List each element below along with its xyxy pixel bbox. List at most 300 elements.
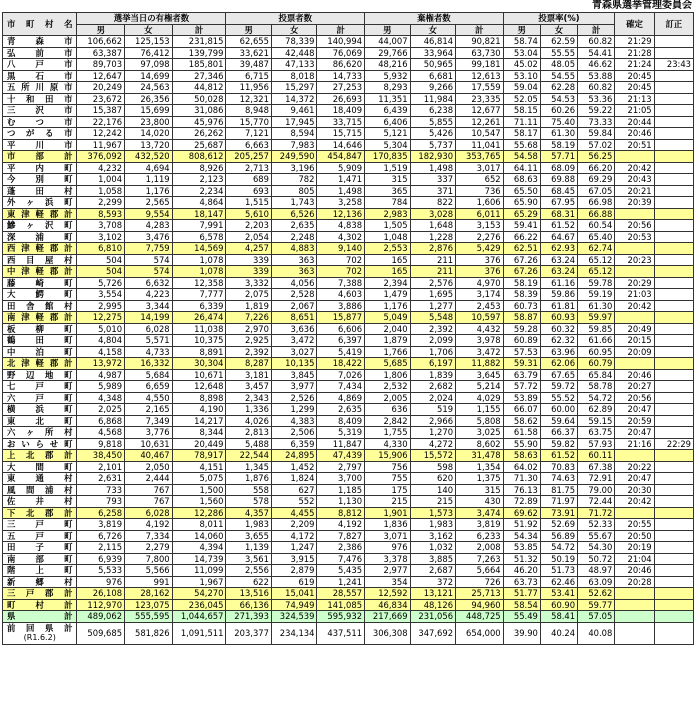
cell-t-male: 7,226 [226, 312, 272, 324]
prev-cell-v-total: 1,091,511 [172, 622, 226, 644]
cell-t-female: 1,299 [271, 404, 317, 416]
cell-r-male: 76.13 [503, 484, 540, 496]
cell-t-female: 17,945 [271, 116, 317, 128]
cell-t-male: 6,715 [226, 70, 272, 82]
cell-t-male: 689 [226, 174, 272, 186]
cell-v-male: 13,972 [77, 358, 125, 370]
cell-correction-time [654, 358, 693, 370]
cell-a-female: 1,228 [410, 231, 456, 243]
cell-v-total: 2,123 [172, 174, 226, 186]
cell-fixed-time [615, 208, 654, 220]
municipality-name: 三沢市 [3, 105, 77, 117]
cell-v-total: 7,991 [172, 220, 226, 232]
cell-a-total: 90,821 [456, 36, 504, 48]
cell-fixed-time: 20:42 [615, 162, 654, 174]
cell-a-total: 315 [456, 484, 504, 496]
municipality-name: 板柳町 [3, 323, 77, 335]
cell-a-female: 1,695 [410, 289, 456, 301]
cell-correction-time [654, 542, 693, 554]
cell-correction-time [654, 139, 693, 151]
cell-t-total: 702 [317, 254, 365, 266]
cell-v-female: 2,444 [125, 473, 173, 485]
cell-r-female: 57.71 [540, 151, 577, 163]
cell-a-female: 211 [410, 266, 456, 278]
header-turnout: 投票率(%) [503, 13, 615, 25]
cell-v-male: 12,275 [77, 312, 125, 324]
cell-v-male: 4,568 [77, 427, 125, 439]
cell-v-total: 14,569 [172, 243, 226, 255]
cell-r-female: 48.05 [540, 59, 577, 71]
cell-correction-time [654, 243, 693, 255]
cell-t-total: 28,557 [317, 588, 365, 600]
subtotal-row [3, 243, 694, 255]
cell-t-male: 3,655 [226, 530, 272, 542]
cell-v-male: 3,708 [77, 220, 125, 232]
cell-t-male: 12,321 [226, 93, 272, 105]
cell-a-total: 726 [456, 576, 504, 588]
municipality-name: 中泊町 [3, 346, 77, 358]
cell-a-male: 755 [365, 473, 411, 485]
municipality-name: おいらせ町 [3, 438, 77, 450]
cell-a-male: 756 [365, 461, 411, 473]
cell-a-female: 46,814 [410, 36, 456, 48]
cell-t-female: 4,455 [271, 507, 317, 519]
cell-v-male: 6,868 [77, 415, 125, 427]
cell-v-female: 3,476 [125, 231, 173, 243]
cell-r-male: 72.89 [503, 496, 540, 508]
cell-a-female: 5,426 [410, 128, 456, 140]
cell-t-female: 14,372 [271, 93, 317, 105]
cell-r-male: 51.32 [503, 553, 540, 565]
cell-t-female: 4,172 [271, 530, 317, 542]
municipality-name: 外ヶ浜町 [3, 197, 77, 209]
cell-r-total: 61.66 [578, 335, 615, 347]
cell-a-female: 2,392 [410, 323, 456, 335]
cell-r-female: 62.93 [540, 243, 577, 255]
cell-a-total: 4,970 [456, 277, 504, 289]
cell-r-female: 69.88 [540, 174, 577, 186]
cell-a-female: 4,272 [410, 438, 456, 450]
cell-t-total: 4,603 [317, 289, 365, 301]
cell-correction-time [654, 530, 693, 542]
cell-v-female: 24,563 [125, 82, 173, 94]
cell-correction-time [654, 266, 693, 278]
cell-a-female: 2,576 [410, 277, 456, 289]
cell-fixed-time: 20:19 [615, 542, 654, 554]
cell-r-total: 72.44 [578, 496, 615, 508]
cell-v-female: 4,192 [125, 519, 173, 531]
cell-v-total: 4,151 [172, 461, 226, 473]
cell-t-male: 1,515 [226, 197, 272, 209]
cell-r-total: 54.30 [578, 542, 615, 554]
cell-a-female: 50,965 [410, 59, 456, 71]
cell-a-male: 1,479 [365, 289, 411, 301]
cell-r-male: 58.63 [503, 450, 540, 462]
cell-t-total: 26,693 [317, 93, 365, 105]
cell-a-female: 371 [410, 185, 456, 197]
cell-t-total: 14,733 [317, 70, 365, 82]
cell-fixed-time: 20:46 [615, 565, 654, 577]
cell-correction-time [654, 588, 693, 600]
cell-v-female: 5,684 [125, 369, 173, 381]
municipality-name: 十和田市 [3, 93, 77, 105]
cell-r-male: 58.62 [503, 415, 540, 427]
cell-a-male: 1,766 [365, 346, 411, 358]
cell-a-male: 6,406 [365, 116, 411, 128]
cell-a-female: 33,964 [410, 47, 456, 59]
cell-a-male: 29,766 [365, 47, 411, 59]
cell-t-male: 339 [226, 266, 272, 278]
cell-a-total: 12,261 [456, 116, 504, 128]
cell-a-total: 12,677 [456, 105, 504, 117]
cell-a-male: 2,394 [365, 277, 411, 289]
cell-v-total: 10,375 [172, 335, 226, 347]
cell-r-male: 71.30 [503, 473, 540, 485]
cell-t-total: 7,827 [317, 530, 365, 542]
cell-correction-time [654, 174, 693, 186]
cell-v-total: 50,028 [172, 93, 226, 105]
cell-v-female: 574 [125, 266, 173, 278]
table-row [3, 197, 694, 209]
subtotal-row [3, 358, 694, 370]
cell-r-total: 52.62 [578, 588, 615, 600]
cell-a-male: 2,553 [365, 243, 411, 255]
cell-r-female: 81.75 [540, 484, 577, 496]
cell-t-total: 702 [317, 266, 365, 278]
cell-r-total: 72.91 [578, 473, 615, 485]
cell-r-female: 59.86 [540, 289, 577, 301]
cell-r-total: 48.97 [578, 565, 615, 577]
cell-t-total: 2,635 [317, 404, 365, 416]
cell-t-total: 4,192 [317, 519, 365, 531]
cell-r-total: 60.54 [578, 220, 615, 232]
cell-a-total: 63,730 [456, 47, 504, 59]
cell-fixed-time [615, 266, 654, 278]
cell-v-female: 4,223 [125, 289, 173, 301]
cell-r-male: 53.85 [503, 542, 540, 554]
cell-v-total: 4,394 [172, 542, 226, 554]
cell-t-total: 5,319 [317, 427, 365, 439]
cell-t-female: 8,651 [271, 312, 317, 324]
cell-a-male: 11,351 [365, 93, 411, 105]
cell-a-total: 2,453 [456, 300, 504, 312]
cell-r-total: 59.77 [578, 599, 615, 611]
cell-fixed-time: 20:47 [615, 473, 654, 485]
prev-cell-r-total: 40.08 [578, 622, 615, 644]
cell-fixed-time: 21:24 [615, 59, 654, 71]
cell-a-male: 1,519 [365, 162, 411, 174]
cell-a-female: 211 [410, 254, 456, 266]
cell-t-male: 4,026 [226, 415, 272, 427]
cell-a-male: 217,669 [365, 611, 411, 623]
cell-r-total: 59.85 [578, 323, 615, 335]
cell-a-female: 1,983 [410, 519, 456, 531]
cell-v-male: 504 [77, 254, 125, 266]
cell-r-total: 60.95 [578, 346, 615, 358]
cell-v-total: 31,086 [172, 105, 226, 117]
cell-r-female: 61.52 [540, 450, 577, 462]
table-row [3, 392, 694, 404]
cell-t-male: 271,393 [226, 611, 272, 623]
cell-a-total: 448,725 [456, 611, 504, 623]
municipality-name: 五戸町 [3, 530, 77, 542]
cell-r-male: 65.29 [503, 208, 540, 220]
cell-v-female: 5,571 [125, 335, 173, 347]
cell-r-total: 56.25 [578, 151, 615, 163]
cell-correction-time [654, 346, 693, 358]
cell-r-female: 59.64 [540, 415, 577, 427]
municipality-name: 鰺ヶ沢町 [3, 220, 77, 232]
cell-v-total: 30,304 [172, 358, 226, 370]
cell-r-female: 55.52 [540, 392, 577, 404]
cell-a-male: 175 [365, 484, 411, 496]
municipality-name: 野辺地町 [3, 369, 77, 381]
prev-cell-a-female: 347,692 [410, 622, 456, 644]
cell-fixed-time: 20:50 [615, 530, 654, 542]
cell-r-female: 54.53 [540, 93, 577, 105]
cell-t-total: 18,422 [317, 358, 365, 370]
cell-a-male: 44,007 [365, 36, 411, 48]
cell-r-male: 52.05 [503, 93, 540, 105]
cell-v-male: 38,450 [77, 450, 125, 462]
cell-v-total: 6,339 [172, 300, 226, 312]
prev-cell-r-female: 40.24 [540, 622, 577, 644]
cell-a-total: 10,597 [456, 312, 504, 324]
cell-v-male: 6,726 [77, 530, 125, 542]
cell-t-female: 363 [271, 266, 317, 278]
cell-v-male: 3,819 [77, 519, 125, 531]
cell-v-female: 7,800 [125, 553, 173, 565]
cell-a-male: 784 [365, 197, 411, 209]
cell-r-female: 61.30 [540, 128, 577, 140]
cell-a-male: 6,439 [365, 105, 411, 117]
cell-r-male: 57.53 [503, 346, 540, 358]
municipality-name: 東津軽郡計 [3, 208, 77, 220]
header-female: 女 [410, 25, 456, 36]
prev-cell-v-male: 509,685 [77, 622, 125, 644]
municipality-name: 南津軽郡計 [3, 312, 77, 324]
municipality-name: 田舎館村 [3, 300, 77, 312]
table-row [3, 128, 694, 140]
cell-a-total: 3,174 [456, 289, 504, 301]
cell-v-female: 2,050 [125, 461, 173, 473]
cell-t-female: 8,594 [271, 128, 317, 140]
cell-t-female: 6,359 [271, 438, 317, 450]
table-row [3, 427, 694, 439]
cell-t-male: 2,392 [226, 346, 272, 358]
cell-correction-time: 23:43 [654, 59, 693, 71]
cell-t-female: 15,297 [271, 82, 317, 94]
cell-v-total: 54,270 [172, 588, 226, 600]
cell-v-female: 2,279 [125, 542, 173, 554]
cell-t-male: 5,610 [226, 208, 272, 220]
cell-r-male: 65.90 [503, 197, 540, 209]
prev-cell-fixed [615, 622, 654, 644]
cell-a-female: 337 [410, 174, 456, 186]
cell-v-male: 5,010 [77, 323, 125, 335]
municipality-name: 五所川原市 [3, 82, 77, 94]
cell-r-female: 63.96 [540, 346, 577, 358]
cell-correction-time [654, 277, 693, 289]
table-row [3, 565, 694, 577]
cell-fixed-time: 20:51 [615, 139, 654, 151]
cell-t-male: 8,287 [226, 358, 272, 370]
cell-v-female: 574 [125, 254, 173, 266]
cell-t-female: 1,247 [271, 542, 317, 554]
table-row [3, 185, 694, 197]
cell-r-female: 68.09 [540, 162, 577, 174]
cell-t-male: 622 [226, 576, 272, 588]
cell-fixed-time [615, 611, 654, 623]
cell-a-male: 5,049 [365, 312, 411, 324]
cell-v-total: 6,578 [172, 231, 226, 243]
municipality-name: 六ヶ所村 [3, 427, 77, 439]
cell-correction-time [654, 473, 693, 485]
cell-v-total: 2,234 [172, 185, 226, 197]
cell-t-total: 33,715 [317, 116, 365, 128]
cell-r-male: 63.79 [503, 369, 540, 381]
table-row [3, 576, 694, 588]
table-row [3, 415, 694, 427]
cell-a-total: 94,960 [456, 599, 504, 611]
subtotal-row [3, 599, 694, 611]
cell-v-male: 4,804 [77, 335, 125, 347]
cell-t-male: 205,257 [226, 151, 272, 163]
municipality-name: 弘前市 [3, 47, 77, 59]
cell-v-female: 97,098 [125, 59, 173, 71]
table-row [3, 162, 694, 174]
cell-a-male: 170,835 [365, 151, 411, 163]
cell-fixed-time: 20:42 [615, 496, 654, 508]
cell-a-total: 3,819 [456, 519, 504, 531]
cell-a-female: 2,682 [410, 381, 456, 393]
cell-a-female: 3,028 [410, 208, 456, 220]
grand-total-row [3, 611, 694, 623]
cell-r-female: 66.37 [540, 427, 577, 439]
cell-v-male: 12,647 [77, 70, 125, 82]
cell-a-male: 2,040 [365, 323, 411, 335]
cell-t-male: 39,487 [226, 59, 272, 71]
header-total: 計 [578, 25, 615, 36]
municipality-name: 田子町 [3, 542, 77, 554]
table-row [3, 289, 694, 301]
cell-correction-time [654, 565, 693, 577]
cell-v-female: 15,699 [125, 105, 173, 117]
cell-v-total: 14,060 [172, 530, 226, 542]
cell-r-female: 75.40 [540, 116, 577, 128]
cell-t-female: 3,027 [271, 346, 317, 358]
cell-v-total: 1,500 [172, 484, 226, 496]
cell-a-total: 430 [456, 496, 504, 508]
cell-fixed-time [615, 243, 654, 255]
cell-a-total: 5,429 [456, 243, 504, 255]
subtotal-row [3, 588, 694, 600]
cell-a-total: 2,276 [456, 231, 504, 243]
cell-r-female: 73.91 [540, 507, 577, 519]
cell-v-total: 1,078 [172, 254, 226, 266]
cell-v-total: 4,864 [172, 197, 226, 209]
cell-t-female: 2,635 [271, 220, 317, 232]
cell-v-female: 6,632 [125, 277, 173, 289]
cell-r-male: 65.50 [503, 185, 540, 197]
municipality-name: 大鰐町 [3, 289, 77, 301]
cell-a-male: 354 [365, 576, 411, 588]
cell-t-female: 249,590 [271, 151, 317, 163]
cell-v-male: 2,101 [77, 461, 125, 473]
cell-v-male: 6,258 [77, 507, 125, 519]
cell-r-female: 70.83 [540, 461, 577, 473]
cell-v-male: 89,703 [77, 59, 125, 71]
cell-r-female: 62.06 [540, 358, 577, 370]
cell-correction-time [654, 404, 693, 416]
cell-r-female: 59.82 [540, 438, 577, 450]
cell-a-male: 4,330 [365, 438, 411, 450]
cell-r-total: 59.97 [578, 312, 615, 324]
cell-a-female: 9,266 [410, 82, 456, 94]
header-male: 男 [226, 25, 272, 36]
cell-a-male: 2,005 [365, 392, 411, 404]
cell-a-total: 1,375 [456, 473, 504, 485]
cell-r-female: 61.81 [540, 300, 577, 312]
cell-a-total: 1,606 [456, 197, 504, 209]
municipality-name: 北津軽郡計 [3, 358, 77, 370]
cell-r-male: 64.11 [503, 162, 540, 174]
cell-correction-time [654, 576, 693, 588]
subtotal-row [3, 450, 694, 462]
cell-v-female: 6,659 [125, 381, 173, 393]
cell-r-male: 64.02 [503, 461, 540, 473]
cell-r-male: 58.17 [503, 128, 540, 140]
cell-t-male: 2,075 [226, 289, 272, 301]
cell-t-male: 7,121 [226, 128, 272, 140]
cell-correction-time [654, 461, 693, 473]
cell-t-male: 2,925 [226, 335, 272, 347]
municipality-name: 三戸郡計 [3, 588, 77, 600]
cell-r-male: 66.22 [503, 231, 540, 243]
cell-t-male: 2,343 [226, 392, 272, 404]
cell-t-female: 1,743 [271, 197, 317, 209]
cell-t-male: 8,948 [226, 105, 272, 117]
cell-r-female: 63.24 [540, 266, 577, 278]
cell-r-total: 67.38 [578, 461, 615, 473]
cell-a-female: 3,885 [410, 553, 456, 565]
cell-t-total: 8,812 [317, 507, 365, 519]
cell-r-total: 60.79 [578, 358, 615, 370]
cell-t-male: 2,813 [226, 427, 272, 439]
cell-v-male: 504 [77, 266, 125, 278]
cell-a-male: 5,685 [365, 358, 411, 370]
cell-v-total: 8,891 [172, 346, 226, 358]
cell-fixed-time: 20:43 [615, 174, 654, 186]
prev-cell-t-male: 203,377 [226, 622, 272, 644]
cell-v-total: 1,078 [172, 266, 226, 278]
cell-correction-time [654, 599, 693, 611]
cell-v-total: 1,560 [172, 496, 226, 508]
cell-v-female: 123,075 [125, 599, 173, 611]
header-female: 女 [125, 25, 173, 36]
prev-cell-t-female: 234,134 [271, 622, 317, 644]
cell-t-female: 2,248 [271, 231, 317, 243]
table-row [3, 461, 694, 473]
cell-fixed-time: 21:04 [615, 553, 654, 565]
cell-a-male: 1,901 [365, 507, 411, 519]
cell-v-male: 733 [77, 484, 125, 496]
cell-v-male: 26,108 [77, 588, 125, 600]
cell-v-female: 2,165 [125, 404, 173, 416]
cell-t-male: 1,983 [226, 519, 272, 531]
cell-v-total: 8,344 [172, 427, 226, 439]
cell-t-male: 11,956 [226, 82, 272, 94]
